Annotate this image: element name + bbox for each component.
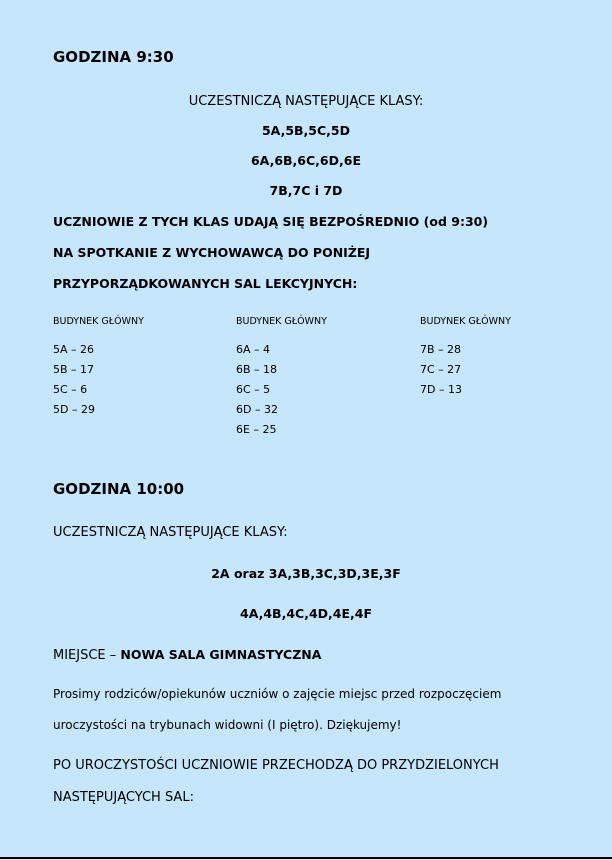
- classes-line-6: 6A,6B,6C,6D,6E: [250, 153, 361, 168]
- after-line-2: NASTĘPUJĄCYCH SAL:: [53, 790, 194, 805]
- room-item: 7B – 28: [420, 343, 462, 356]
- place-label: MIEJSCE –: [53, 648, 121, 663]
- building-label-col3: BUDYNEK GŁÓWNY: [420, 316, 511, 327]
- room-list-col1: [53, 340, 95, 420]
- classes-line-4: 4A,4B,4C,4D,4E,4F: [240, 606, 372, 621]
- request-line-2: uroczystości na trybunach widowni (I piętro). Dziękujemy!: [53, 718, 402, 732]
- heading-0930: GODZINA 9:30: [53, 48, 174, 66]
- room-item: 5D – 29: [53, 403, 95, 416]
- room-item: 5A – 26: [53, 343, 95, 356]
- room-list-col3: [420, 340, 462, 400]
- instruction-line-3: PRZYPORZĄDKOWANYCH SAL LEKCYJNYCH:: [53, 276, 358, 291]
- room-item: 5B – 17: [53, 363, 95, 376]
- room-item: 6B – 18: [236, 363, 278, 376]
- classes-line-2-3: 2A oraz 3A,3B,3C,3D,3E,3F: [211, 566, 401, 581]
- after-line-1: PO UROCZYSTOŚCI UCZNIOWIE PRZECHODZĄ DO PRZYDZIELONYCH: [53, 758, 499, 773]
- room-item: 6C – 5: [236, 383, 271, 396]
- instruction-line-2: NA SPOTKANIE Z WYCHOWAWCĄ DO PONIŻEJ: [53, 245, 371, 260]
- place-line: [53, 647, 321, 663]
- room-item: 7C – 27: [420, 363, 462, 376]
- page-bottom-border: [0, 857, 612, 859]
- intro-0930: UCZESTNICZĄ NASTĘPUJĄCE KLASY:: [188, 94, 424, 109]
- place-value: NOWA SALA GIMNASTYCZNA: [120, 647, 322, 662]
- room-item: 6D – 32: [236, 403, 278, 416]
- room-item: 6A – 4: [236, 343, 271, 356]
- room-item: 7D – 13: [420, 383, 462, 396]
- building-label-col1: BUDYNEK GŁÓWNY: [53, 316, 144, 327]
- heading-1000: GODZINA 10:00: [53, 480, 185, 498]
- room-list-col2: [236, 340, 278, 440]
- room-item: 6E – 25: [236, 423, 277, 436]
- intro-1000: UCZESTNICZĄ NASTĘPUJĄCE KLASY:: [53, 525, 288, 540]
- classes-line-7: 7B,7C i 7D: [269, 183, 343, 198]
- instruction-line-1: UCZNIOWIE Z TYCH KLAS UDAJĄ SIĘ BEZPOŚREDNIO (od 9:30): [53, 214, 489, 229]
- room-item: 5C – 6: [53, 383, 88, 396]
- request-line-1: Prosimy rodziców/opiekunów uczniów o zajęcie miejsc przed rozpoczęciem: [53, 687, 502, 701]
- building-label-col2: BUDYNEK GŁÓWNY: [236, 316, 327, 327]
- classes-line-5: 5A,5B,5C,5D: [261, 123, 351, 138]
